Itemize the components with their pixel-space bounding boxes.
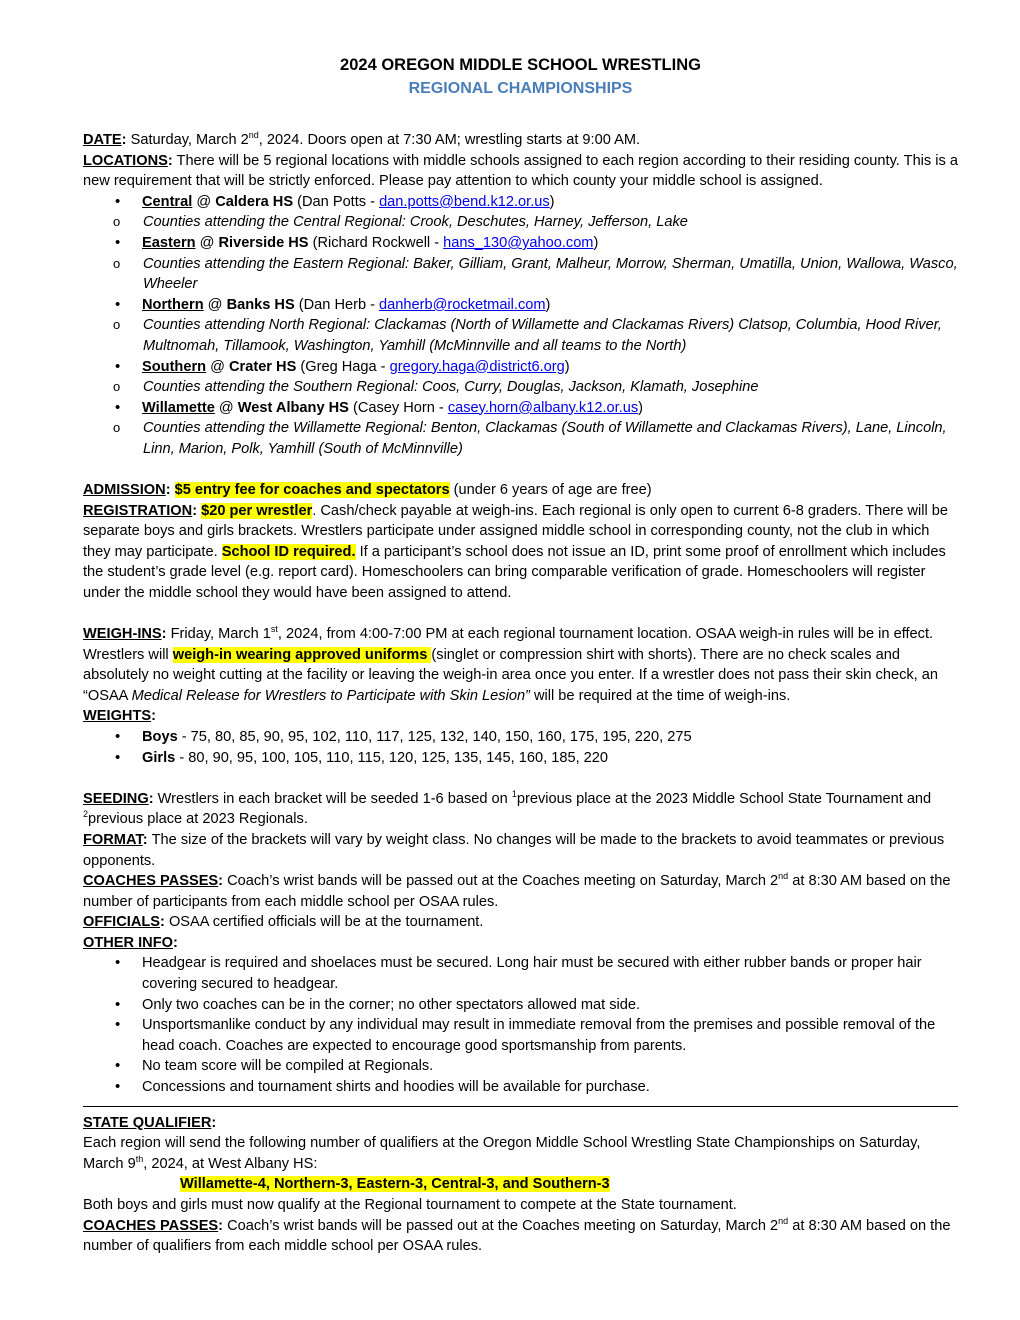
seeding-mid: previous place at the 2023 Middle School State Tournament and	[516, 790, 932, 807]
format-section: FORMAT: The size of the brackets will vary by weight class. No changes will be made to the brackets to avoid teammates or previous opponents.	[83, 831, 945, 869]
region-email-link[interactable]: dan.potts@bend.k12.or.us	[379, 193, 550, 210]
region-contact: (Dan Herb -	[294, 296, 380, 313]
admission-label: ADMISSION	[83, 482, 166, 498]
region-close: )	[545, 296, 551, 313]
region-site: Banks HS	[226, 296, 295, 313]
other-info-label: OTHER INFO	[83, 934, 173, 951]
weights-label: WEIGHTS	[83, 708, 152, 725]
region-name: Eastern	[142, 234, 196, 251]
other-info-section: OTHER INFO:	[83, 934, 178, 951]
date-sup: nd	[248, 130, 259, 141]
officials-text: OSAA certified officials will be at the tournament.	[168, 914, 484, 931]
coaches-passes-sup: nd	[778, 871, 789, 882]
coaches-passes-pre: Coach’s wrist bands will be passed out at the Coaches meeting on Saturday, March 2	[227, 873, 779, 890]
region-close: )	[564, 358, 570, 375]
region-at: @	[203, 296, 227, 313]
other-info-list	[83, 953, 958, 1097]
other-info-item: • Headgear is required and shoelaces must be secured. Long hair must be secured with either rubber bands or proper hair covering secured to headgear.	[83, 953, 958, 994]
date-post: , 2024. Doors open at 7:30 AM; wrestling starts at 9:00 AM.	[258, 132, 641, 148]
locations-section: LOCATIONS: There will be 5 regional locations with middle schools assigned to each region according to their residing county. This is a new requirement that will be strictly enforced. Please pay attention to which county your middle school is assigned.	[83, 152, 958, 190]
date-section: DATE: Saturday, March 2nd, 2024. Doors open at 7:30 AM; wrestling starts at 9:00 AM.	[83, 130, 641, 148]
region-contact: (Dan Potts -	[293, 193, 380, 210]
coaches-passes-label: COACHES PASSES	[83, 873, 219, 890]
region-close: )	[638, 399, 644, 416]
region-at: @	[192, 193, 216, 210]
region-at: @	[195, 234, 219, 251]
region-counties: o Counties attending the Central Regional: Crook, Deschutes, Harney, Jefferson, Lake	[83, 212, 958, 233]
coaches-passes-2-post: at 8:30 AM based on the number of qualifiers from each middle school per OSAA rules.	[83, 1217, 951, 1255]
weighins-text2: (singlet or compression shirt with shorts). There are no check scales and absolutely no weight cutting at the facility or leaving the weigh-in area once you enter. If a wrestler does not pass their skin check, an “OSAA	[83, 646, 939, 704]
other-info-item: • No team score will be compiled at Regionals.	[83, 1056, 958, 1077]
region-name: Northern	[142, 296, 204, 313]
officials-label: OFFICIALS	[83, 914, 161, 931]
region-contact: (Casey Horn -	[348, 399, 448, 416]
officials-section: OFFICIALS: OSAA certified officials will be at the tournament.	[83, 914, 484, 931]
seeding-label: SEEDING	[83, 790, 149, 807]
admission-highlight: $5 entry fee for coaches and spectators	[174, 482, 450, 498]
region-name: Southern	[142, 358, 207, 375]
region-site: West Albany HS	[237, 399, 349, 416]
weighins-pre: Friday, March 1	[170, 626, 271, 643]
section-divider	[83, 1106, 958, 1107]
other-info-item: • Concessions and tournament shirts and hoodies will be available for purchase.	[83, 1077, 958, 1098]
state-qualifier-sup: th	[135, 1153, 144, 1164]
coaches-passes-2-section: COACHES PASSES: Coach’s wrist bands will be passed out at the Coaches meeting on Saturday, March 2nd at 8:30 AM based on the number of qualifiers from each middle school per OSAA rules.	[83, 1215, 951, 1255]
boys-label: Boys	[142, 729, 178, 746]
weighins-sup: st	[270, 624, 278, 635]
region-at: @	[214, 399, 238, 416]
regions-list	[83, 192, 958, 460]
region-counties: o Counties attending the Eastern Regional: Baker, Gilliam, Grant, Malheur, Morrow, Sherman, Umatilla, Union, Wallowa, Wasco, Wheeler	[83, 254, 958, 295]
seeding-sup2: 2	[83, 809, 89, 820]
coaches-passes-2-sup: nd	[778, 1215, 789, 1226]
registration-label: REGISTRATION	[83, 502, 193, 519]
region-item	[83, 295, 958, 357]
region-email-link[interactable]: casey.horn@albany.k12.or.us	[447, 399, 639, 416]
coaches-passes-section: COACHES PASSES: Coach’s wrist bands will be passed out at the Coaches meeting on Saturday, March 2nd at 8:30 AM based on the number of participants from each middle school per OSAA rules.	[83, 871, 951, 910]
qualifier-allocation-highlight: Willamette-4, Northern-3, Eastern-3, Central-3, and Southern-3	[180, 1176, 610, 1193]
state-qualifier-label: STATE QUALIFIER	[83, 1114, 212, 1131]
region-counties: o Counties attending the Willamette Regional: Benton, Clackamas (South of Willamette and Clackamas Rivers), Lane, Lincoln, Linn, Marion, Polk, Yamhill (South of McMinnville)	[83, 418, 958, 459]
state-qualifier-heading: STATE QUALIFIER:	[83, 1114, 217, 1131]
region-email-link[interactable]: hans_130@yahoo.com	[443, 234, 594, 251]
document-page	[83, 54, 958, 1257]
region-item	[83, 357, 958, 398]
state-qualifier-note: Both boys and girls must now qualify at the Regional tournament to compete at the State tournament.	[83, 1197, 737, 1213]
page-title: 2024 OREGON MIDDLE SCHOOL WRESTLING	[340, 56, 701, 74]
seeding-pre: Wrestlers in each bracket will be seeded 1-6 based on	[157, 790, 512, 807]
coaches-passes-2-label: COACHES PASSES	[83, 1217, 219, 1234]
region-name: Central	[142, 193, 193, 210]
coaches-passes-2-pre: Coach’s wrist bands will be passed out at the Coaches meeting on Saturday, March 2	[227, 1217, 779, 1234]
admission-post: (under 6 years of age are free)	[449, 482, 652, 498]
girls-weights: - 80, 90, 95, 100, 105, 110, 115, 120, 125, 135, 145, 160, 185, 220	[175, 749, 609, 766]
region-at: @	[206, 358, 229, 375]
coaches-passes-post: at 8:30 AM based on the number of participants from each middle school per OSAA rules.	[83, 873, 951, 910]
region-close: )	[593, 234, 599, 251]
region-email-link[interactable]: gregory.haga@district6.org	[389, 358, 565, 375]
region-item	[83, 192, 958, 233]
date-pre: Saturday, March 2	[130, 132, 249, 148]
region-email-link[interactable]: danherb@rocketmail.com	[379, 296, 546, 313]
weights-section: WEIGHTS:	[83, 708, 156, 725]
other-info-item: • Only two coaches can be in the corner; no other spectators allowed mat side.	[83, 995, 958, 1016]
state-qualifier-text	[83, 1133, 958, 1174]
weighins-text3: will be required at the time of weigh-ins.	[529, 687, 791, 704]
region-item	[83, 398, 958, 460]
page-subtitle: REGIONAL CHAMPIONSHIPS	[408, 80, 633, 97]
state-qualifier-pre: Each region will send the following number of qualifiers at the Oregon Middle School Wrestling State Championships on Saturday, March 9	[83, 1135, 921, 1172]
registration-text2: If a participant’s school does not issue an ID, print some proof of enrollment which includes the student’s grade level (e.g. report card). Homeschoolers can bring comparable verification of grade. Homeschoolers will register under the middle school they would have been assigned to attend.	[83, 543, 946, 601]
weighins-label: WEIGH-INS	[83, 626, 162, 643]
weighins-highlight: weigh-in wearing approved uniforms	[172, 646, 432, 663]
region-item	[83, 233, 958, 295]
weights-list	[83, 727, 958, 768]
region-counties: o Counties attending the Southern Regional: Coos, Curry, Douglas, Jackson, Klamath, Josephine	[83, 377, 958, 398]
region-name: Willamette	[142, 399, 215, 416]
registration-text1: . Cash/check payable at weigh-ins. Each regional is only open to current 6-8 graders. There will be separate boys and girls brackets. Wrestlers participate under assigned middle school in corresponding county, not the club in which they may participate.	[83, 502, 948, 560]
region-site: Caldera HS	[215, 193, 294, 210]
locations-label: LOCATIONS	[83, 152, 168, 169]
weights-boys	[83, 727, 958, 748]
seeding-sup1: 1	[511, 788, 517, 799]
region-site: Crater HS	[229, 358, 297, 375]
locations-text: There will be 5 regional locations with middle schools assigned to each region according to their residing county. This is a new requirement that will be strictly enforced. Please pay attention to which county your middle school is assigned.	[83, 152, 958, 190]
weighins-section: WEIGH-INS: Friday, March 1st, 2024, from 4:00-7:00 PM at each regional tournament location. OSAA weigh-in rules will be in effect. Wrestlers will weigh-in wearing approved uniforms (singlet or compression shirt with shorts). There are no check scales and absolutely no weight cutting at the facility or leaving the weigh-in area once you enter. If a wrestler does not pass their skin check, an “OSAA Medical Release for Wrestlers to Participate with Skin Lesion” will be required at the time of weigh-ins.	[83, 624, 939, 704]
state-qualifier-post: , 2024, at West Albany HS:	[143, 1155, 318, 1172]
format-label: FORMAT	[83, 831, 143, 848]
weighins-text1: , 2024, from 4:00-7:00 PM at each regional tournament location. OSAA weigh-in rules will be in effect. Wrestlers will	[83, 626, 934, 663]
format-text: The size of the brackets will vary by weight class. No changes will be made to the brackets to avoid teammates or previous opponents.	[83, 831, 945, 869]
date-label: DATE	[83, 132, 122, 148]
admission-section: ADMISSION: $5 entry fee for coaches and spectators (under 6 years of age are free)	[83, 482, 652, 498]
boys-weights: - 75, 80, 85, 90, 95, 102, 110, 117, 125, 132, 140, 150, 160, 175, 195, 220, 275	[177, 729, 692, 746]
region-site: Riverside HS	[218, 234, 309, 251]
region-counties: o Counties attending North Regional: Clackamas (North of Willamette and Clackamas Rivers) Clatsop, Columbia, Hood River, Multnomah, Tillamook, Washington, Yamhill (McMinnville and all teams to the North)	[83, 315, 958, 356]
state-qualifier-allocation	[83, 1174, 958, 1195]
registration-highlight: $20 per wrestler	[201, 502, 313, 519]
region-contact: (Richard Rockwell -	[308, 234, 444, 251]
seeding-post: previous place at 2023 Regionals.	[88, 811, 308, 828]
seeding-section: SEEDING: Wrestlers in each bracket will be seeded 1-6 based on $^1$previous place at the 2023 Middle School State Tournament and $^2$previous place at 2023 Regionals.	[83, 788, 932, 828]
registration-section: REGISTRATION: $20 per wrestler. Cash/check payable at weigh-ins. Each regional is only open to current 6-8 graders. There will be separate boys and girls brackets. Wrestlers participate under assigned middle school in corresponding county, not the club in which they may participate. School ID required. If a participant’s school does not issue an ID, print some proof of enrollment which includes the student’s grade level (e.g. report card). Homeschoolers can bring comparable verification of grade. Homeschoolers will register under the middle school they would have been assigned to attend.	[83, 502, 948, 601]
weights-girls	[83, 748, 958, 769]
weighins-italic: Medical Release for Wrestlers to Participate with Skin Lesion”	[131, 687, 530, 704]
girls-label: Girls	[142, 749, 176, 766]
other-info-item: • Unsportsmanlike conduct by any individual may result in immediate removal from the premises and possible removal of the head coach. Coaches are expected to encourage good sportsmanship from parents.	[83, 1015, 958, 1056]
region-close: )	[549, 193, 555, 210]
registration-highlight2: School ID required.	[221, 543, 356, 560]
region-contact: (Greg Haga -	[296, 358, 390, 375]
